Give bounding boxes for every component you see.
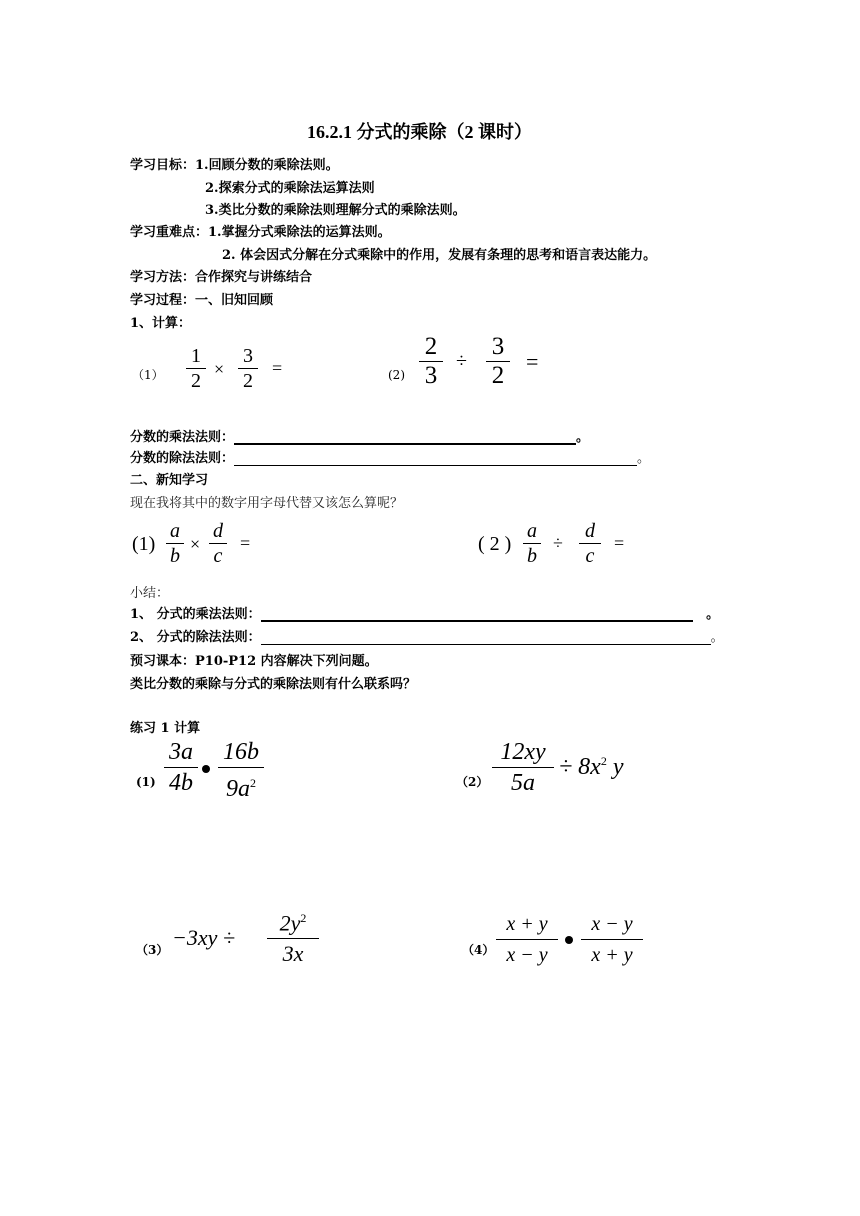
fraction-xpy-xmy: x + y x − y (496, 909, 558, 970)
key-1: 1.掌握分式乘除法的运算法则。 (208, 225, 391, 240)
exercise-4-label: （4） (462, 943, 495, 957)
page-title: 16.2.1 分式的乘除（2 课时） (307, 122, 532, 142)
equals-sign-3: = (240, 533, 251, 553)
divide-expression: ÷ $8x^2$ y (559, 754, 624, 780)
compare-question: 类比分数的乘除与分式的乘除法则有什么联系吗？ (130, 677, 417, 692)
fraction-1-2: 1 2 (186, 344, 206, 393)
method: 学习方法：合作探究与讲练结合 (130, 270, 313, 285)
question-text: 现在我将其中的数字用字母代替又该怎么算呢？ (130, 496, 404, 511)
fraction-2y2-3x: $2y^2$ 3x (267, 903, 319, 969)
fraction-16b-9a2: 16b $9a^2$ (218, 737, 264, 804)
fraction-12xy-5a: 12xy 5a (492, 737, 554, 798)
multiply-dot-2 (565, 936, 573, 944)
fraction-3-2b: 3 2 (486, 333, 510, 390)
goal-3: 3.类比分数的乘除法则理解分式的乘除法则。 (205, 203, 466, 218)
multiply-dot (202, 765, 210, 773)
fraction-a-b-2: a b (523, 519, 541, 568)
calc-heading: 1、计算： (130, 316, 192, 331)
fraction-d-c-2: d c (579, 519, 601, 568)
key-points: 学习重难点：1.掌握分式乘除法的运算法则。 (130, 225, 391, 240)
divide-sign: ÷ (456, 350, 467, 372)
goal-2: 2.探索分式的乘除法运算法则 (205, 181, 375, 196)
fraction-mul-rule: 分数的乘法法则： 。 (130, 430, 590, 445)
fraction-d-c: d c (209, 519, 227, 568)
exercise-1-label: (1) (136, 775, 156, 789)
letters-problem-2-label: ( 2 ) (478, 533, 512, 555)
negative-3xy-divide: −3xy ÷ (172, 925, 235, 950)
fraction-3a-4b: 3a 4b (164, 737, 198, 798)
equals-sign-2: = (526, 349, 539, 374)
key-2: 2. 体会因式分解在分式乘除中的作用，发展有条理的思考和语言表达能力。 (222, 248, 657, 263)
exercise-3-label: （3） (136, 943, 169, 957)
fraction-3-2: 3 2 (238, 344, 258, 393)
preview-text: 预习课本：P10-P12 内容解决下列问题。 (130, 654, 378, 669)
new-section-heading: 二、新知学习 (130, 473, 209, 488)
divide-sign-2: ÷ (553, 533, 563, 553)
fraction-2-3: 2 3 (419, 333, 443, 390)
times-sign: × (214, 359, 225, 379)
letters-problem-1-label: (1) (132, 533, 156, 555)
goals-label: 学习目标：1.回顾分数的乘除法则。 (130, 158, 339, 173)
fraction-a-b: a b (166, 519, 184, 568)
equals-sign: = (272, 358, 283, 378)
process: 学习过程：一、旧知回顾 (130, 293, 274, 308)
problem-2-label: (2) (388, 368, 405, 382)
fraction-xmy-xpy: x − y x + y (581, 909, 643, 970)
fractional-mul-rule: 1、 分式的乘法法则： 。 (130, 607, 720, 622)
equals-sign-4: = (614, 533, 625, 553)
practice-heading: 练习 1 计算 (130, 721, 201, 736)
exercise-2-label: （2） (456, 775, 489, 789)
fractional-div-rule: 2、 分式的除法法则： 。 (130, 630, 724, 645)
goal-1: 1.回顾分数的乘除法则。 (195, 158, 339, 173)
summary-label: 小结： (130, 586, 170, 601)
times-sign-2: × (190, 534, 201, 554)
fraction-div-rule: 分数的除法法则： 。 (130, 451, 651, 466)
problem-1-label: （1） (132, 368, 164, 382)
